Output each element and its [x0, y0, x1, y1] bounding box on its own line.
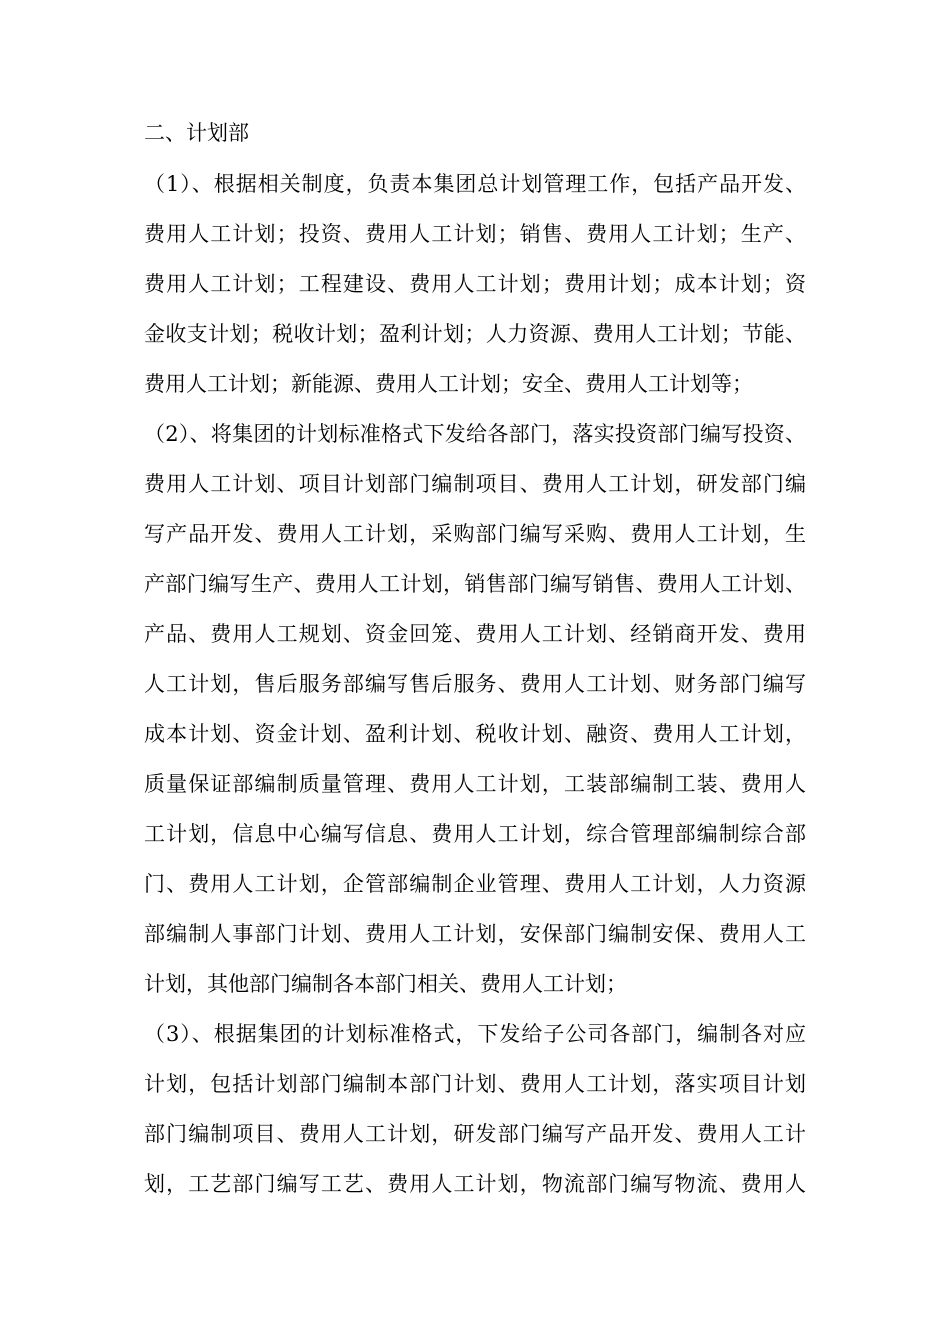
paragraph-2-line-8: 质量保证部编制质量管理、费用人工计划，工装部编制工装、费用人	[144, 772, 806, 796]
paragraph-2-line-2: 费用人工计划、项目计划部门编制项目、费用人工计划，研发部门编	[144, 472, 806, 496]
paragraph-3-line-4: 划，工艺部门编写工艺、费用人工计划，物流部门编写物流、费用人	[144, 1172, 806, 1196]
paragraph-3-line-3: 部门编制项目、费用人工计划，研发部门编写产品开发、费用人工计	[144, 1122, 806, 1146]
paragraph-3-line-1: （3）、根据集团的计划标准格式，下发给子公司各部门，编制各对应	[144, 1022, 806, 1046]
paragraph-1-line-2: 费用人工计划；投资、费用人工计划；销售、费用人工计划；生产、	[144, 222, 806, 246]
paragraph-3-line-2: 计划，包括计划部门编制本部门计划、费用人工计划，落实项目计划	[144, 1072, 806, 1096]
paragraph-1-line-4: 金收支计划；税收计划；盈利计划；人力资源、费用人工计划；节能、	[144, 322, 806, 346]
paragraph-2-line-5: 产品、费用人工规划、资金回笼、费用人工计划、经销商开发、费用	[144, 622, 806, 646]
paragraph-2-line-4: 产部门编写生产、费用人工计划，销售部门编写销售、费用人工计划、	[144, 572, 806, 596]
paragraph-2-line-11: 部编制人事部门计划、费用人工计划，安保部门编制安保、费用人工	[144, 922, 806, 946]
paragraph-1-line-1: （1）、根据相关制度，负责本集团总计划管理工作，包括产品开发、	[144, 172, 806, 196]
paragraph-2-line-7: 成本计划、资金计划、盈利计划、税收计划、融资、费用人工计划，	[144, 722, 806, 746]
paragraph-2-line-1: （2）、将集团的计划标准格式下发给各部门，落实投资部门编写投资、	[144, 422, 806, 446]
paragraph-2-line-6: 人工计划，售后服务部编写售后服务、费用人工计划、财务部门编写	[144, 672, 806, 696]
section-heading: 二、计划部	[144, 121, 249, 145]
paragraph-2-line-3: 写产品开发、费用人工计划，采购部门编写采购、费用人工计划，生	[144, 522, 806, 546]
paragraph-1-line-3: 费用人工计划；工程建设、费用人工计划；费用计划；成本计划；资	[144, 272, 806, 296]
paragraph-2-line-10: 门、费用人工计划，企管部编制企业管理、费用人工计划，人力资源	[144, 872, 806, 896]
paragraph-2-line-9: 工计划，信息中心编写信息、费用人工计划，综合管理部编制综合部	[144, 822, 806, 846]
paragraph-1-line-5: 费用人工计划；新能源、费用人工计划；安全、费用人工计划等；	[144, 372, 753, 396]
paragraph-2-line-12: 计划，其他部门编制各本部门相关、费用人工计划；	[144, 972, 627, 996]
